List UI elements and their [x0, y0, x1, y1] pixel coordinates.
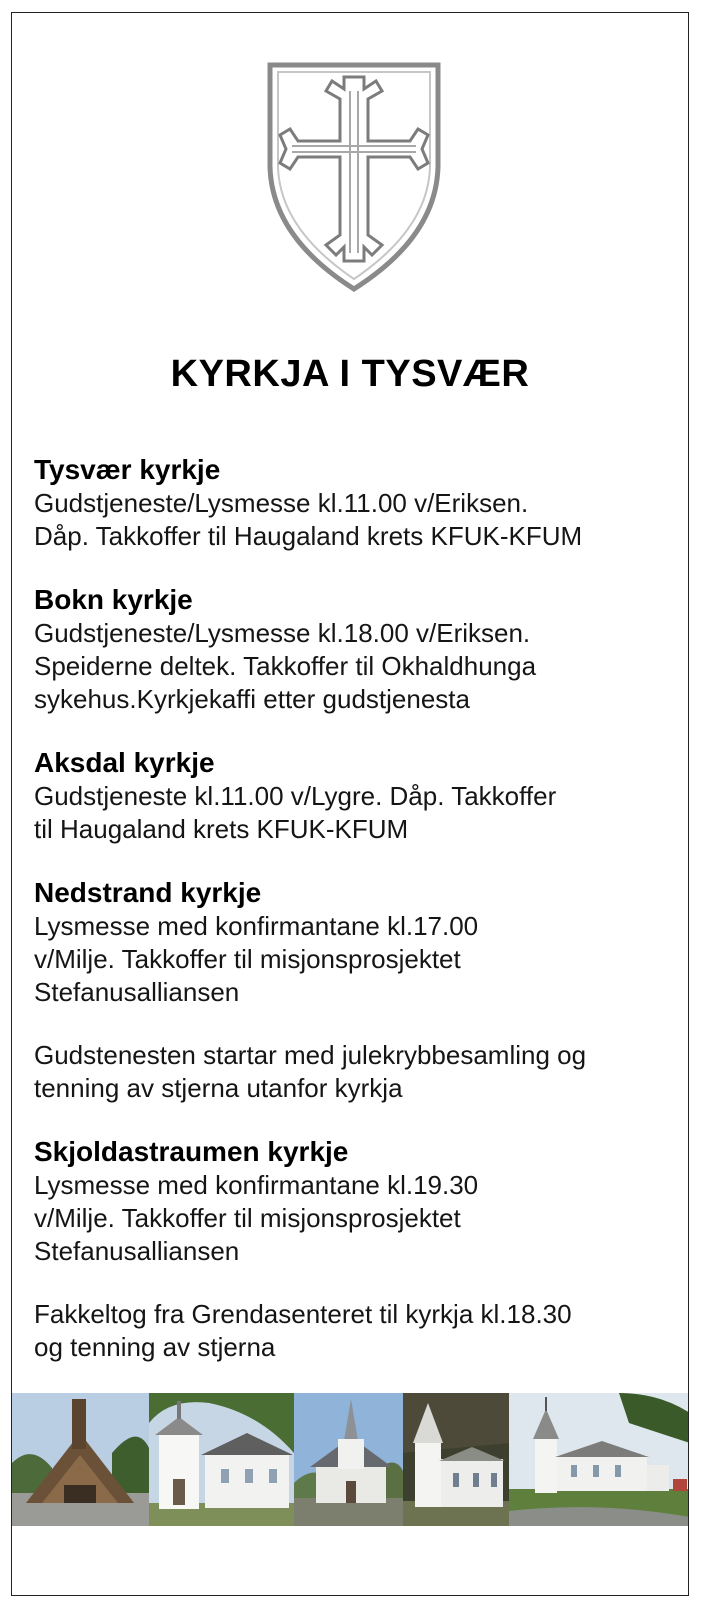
service-text-line: Stefanusalliansen [34, 1236, 240, 1266]
section-nedstrand-kyrkje [34, 876, 676, 1009]
section-bokn-kyrkje [34, 583, 676, 716]
service-text-line: Gudstenesten startar med julekrybbesamling og [34, 1040, 587, 1070]
service-text-line: Speiderne deltek. Takkoffer til Okhaldhunga [34, 651, 537, 681]
service-text-line: sykehus.Kyrkjekaffi etter gudstjenesta [34, 684, 470, 714]
service-text-line: v/Milje. Takkoffer til misjonsprosjektet [34, 944, 461, 974]
service-text-line: Gudstjeneste kl.11.00 v/Lygre. Dåp. Takkoffer [34, 781, 557, 811]
section-nedstrand-note [34, 1039, 676, 1105]
service-text-line: Stefanusalliansen [34, 977, 240, 1007]
church-heading: Aksdal kyrkje [34, 747, 215, 778]
service-text-line: Dåp. Takkoffer til Haugaland krets KFUK-KFUM [34, 521, 583, 551]
church-heading: Tysvær kyrkje [34, 454, 221, 485]
service-text-line: Gudstjeneste/Lysmesse kl.11.00 v/Eriksen. [34, 488, 529, 518]
service-list [34, 453, 676, 1394]
church-heading: Bokn kyrkje [34, 584, 193, 615]
church-photo [149, 1393, 294, 1526]
page-title: KYRKJA I TYSVÆR [170, 353, 530, 395]
church-photo [12, 1393, 149, 1526]
service-text-line: Lysmesse med konfirmantane kl.17.00 [34, 911, 479, 941]
advert-frame [11, 12, 689, 1596]
church-photo [403, 1393, 509, 1526]
church-heading: Skjoldastraumen kyrkje [34, 1136, 349, 1167]
church-photo [294, 1393, 403, 1526]
service-text-line: og tenning av stjerna [34, 1332, 276, 1362]
church-photo [509, 1393, 689, 1526]
service-text-line: til Haugaland krets KFUK-KFUM [34, 814, 409, 844]
church-heading: Nedstrand kyrkje [34, 877, 262, 908]
section-skjoldastraumen-note [34, 1298, 676, 1364]
service-text-line: v/Milje. Takkoffer til misjonsprosjektet [34, 1203, 461, 1233]
service-text-line: tenning av stjerna utanfor kyrkja [34, 1073, 403, 1103]
service-text-line: Fakkeltog fra Grendasenteret til kyrkja kl.18.30 [34, 1299, 572, 1329]
section-skjoldastraumen-kyrkje [34, 1135, 676, 1268]
section-tysvaer-kyrkje [34, 453, 676, 553]
service-text-line: Lysmesse med konfirmantane kl.19.30 [34, 1170, 479, 1200]
section-aksdal-kyrkje [34, 746, 676, 846]
church-cross-shield-logo [264, 57, 444, 293]
service-text-line: Gudstjeneste/Lysmesse kl.18.00 v/Eriksen. [34, 618, 531, 648]
church-photo-strip [12, 1393, 689, 1526]
